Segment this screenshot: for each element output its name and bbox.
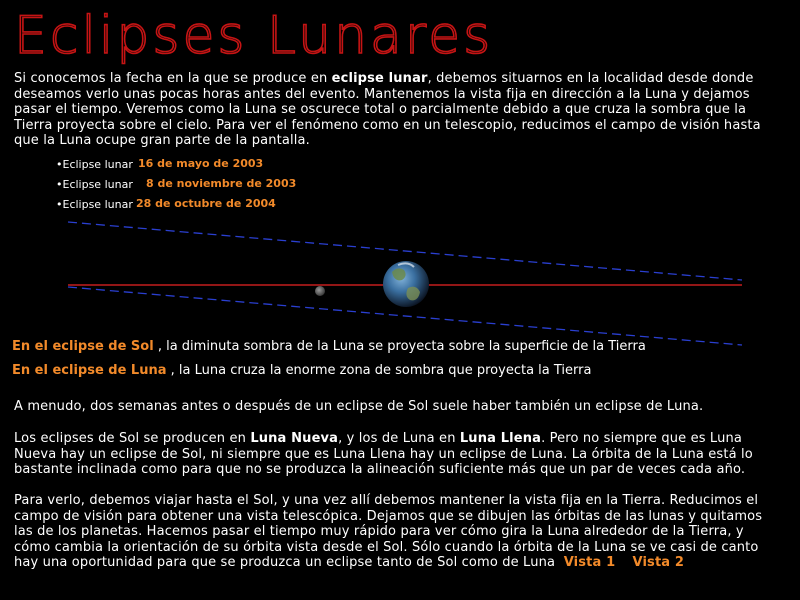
moon-icon [315,286,325,296]
paragraph-new-full-moon [14,431,784,478]
page-title: Eclipses Lunares [14,6,494,66]
earth-icon [383,261,429,307]
note-sol-text: , la diminuta sombra de la Luna se proyecta sobre la superficie de la Tierra [153,339,646,354]
vista-2-link[interactable]: Vista 2 [632,555,685,570]
note-luna-lead: En el eclipse de Luna [12,363,167,378]
para3-text-3: . Pero no siempre que es Luna Nueva hay un eclipse de Sol, ni siempre que es Luna Llena hay un eclipse de Luna. La órbita de la Luna está lo bastante inclinada como para que no se produzca la alineación suficiente más que un par de veces cada año. [14,431,753,477]
note-luna-text: , la Luna cruza la enorme zona de sombra que proyecta la Tierra [166,363,592,378]
eclipse-date: 28 de octubre de 2004 [136,197,276,210]
para3-bold-luna-llena: Luna Llena [459,431,542,446]
intro-text-1: Si conocemos la fecha en la que se produce en [14,71,332,86]
eclipse-date: 8 de noviembre de 2003 [146,177,297,190]
note-luna [12,363,591,379]
intro-bold-eclipse-lunar: eclipse lunar [331,71,428,86]
vista-1-link[interactable]: Vista 1 [563,555,616,570]
eclipse-date: 16 de mayo de 2003 [138,157,264,170]
paragraph-view-from-sun [14,493,784,571]
para4-text: Para verlo, debemos viajar hasta el Sol, y una vez allí debemos mantener la vista fija en la Tierra. Reducimos el campo de visión para obtener una vista telescópica. Dejamos que se dibujen las órbitas de las lunas y quitamos las de los planetas. Hacemos pasar el tiempo muy rápido para ver cómo gira la Luna alrededor de la Tierra, y cómo cambia la orientación de su órbita vista desde el Sol. Sólo cuando la órbita de la Luna se ve casi de canto hay una oportunidad para que se produzca un eclipse tanto de Sol como de Luna [14,493,763,570]
para3-bold-luna-nueva: Luna Nueva [250,431,339,446]
eclipse-label: •Eclipse lunar [56,158,133,171]
intro-text-2: , debemos situarnos en la localidad desde donde deseamos verlo unas pocas horas antes del evento. Mantenemos la vista fija en dirección a la Luna y dejamos pasar el tiempo. Veremos como la Luna se oscurece total o parcialmente debido a que cruza la sombra que la Tierra proyecta sobre el cielo. Para ver el fenómeno como en un telescopio, reducimos el campo de visión hasta que la Luna ocupe gran parte de la pantalla. [14,71,761,148]
paragraph-two-weeks: A menudo, dos semanas antes o después de un eclipse de Sol suele haber también un eclipse de Luna. [14,399,704,414]
para3-text-2: , y los de Luna en [338,431,460,446]
note-sol-lead: En el eclipse de Sol [12,339,154,354]
para3-text-1: Los eclipses de Sol se producen en [14,431,251,446]
note-sol [12,339,646,355]
eclipse-label: •Eclipse lunar [56,178,133,191]
eclipse-label: •Eclipse lunar [56,198,133,211]
